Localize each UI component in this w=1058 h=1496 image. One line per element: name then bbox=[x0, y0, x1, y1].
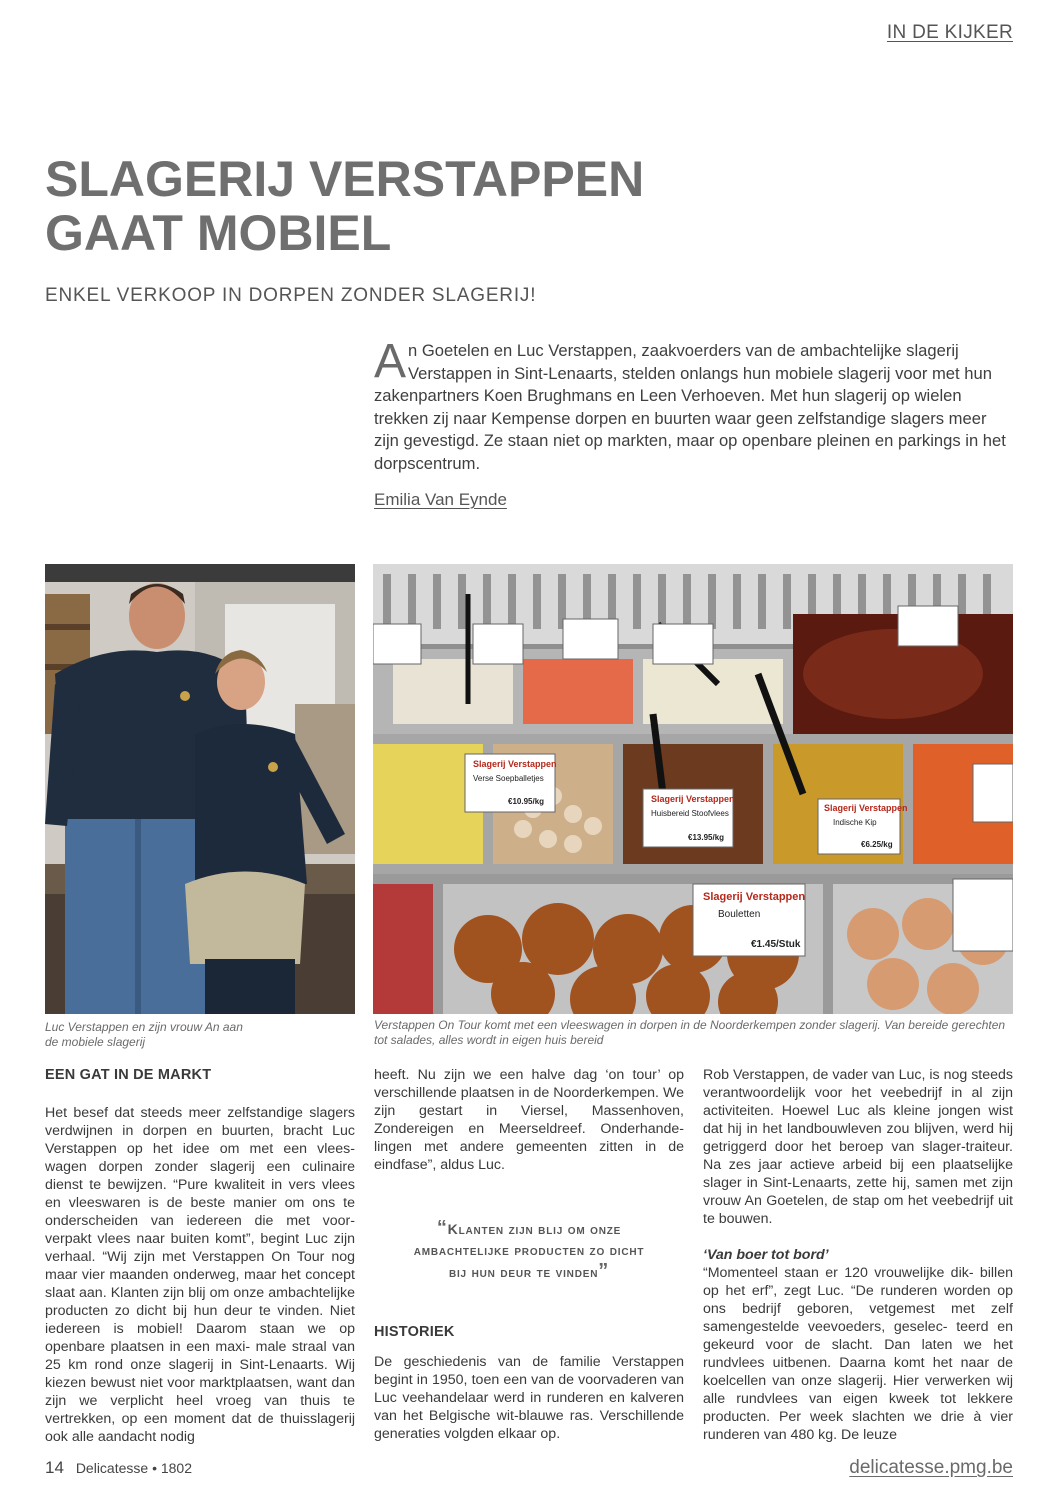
tag-boul-name: Bouletten bbox=[718, 909, 761, 920]
tag-stoof-price: €13.95/kg bbox=[688, 833, 725, 842]
section-tag: IN DE KIJKER bbox=[886, 22, 1013, 43]
intro-text: n Goetelen en Luc Verstappen, zaakvoerders van de ambachtelijke slagerij Verstappen in Sint-Lenaarts, stelden onlangs hun mobiele slagerij voor met hun zakenpartners Koen Brughmans en Leen Verhoeven. Met hun slagerij op wielen trekken zij naar Kempense dorpen en buurten waar geen zelfstandige slagers meer zijn gevestigd. Ze staan niet op markten, maar op openbare pleinen en parkings in het dorpscentrum. bbox=[374, 341, 1006, 473]
couple-photo bbox=[45, 564, 355, 1014]
tag-stoof-name: Huisbereid Stoofvlees bbox=[651, 809, 729, 818]
article-intro bbox=[374, 335, 1013, 476]
tag-boul-price: €1.45/Stuk bbox=[751, 939, 801, 950]
close-quote-mark: ” bbox=[598, 1260, 610, 1282]
tag-kip-name: Indische Kip bbox=[833, 818, 877, 827]
title-line-1: SLAGERIJ VERSTAPPEN bbox=[45, 151, 645, 207]
website-link[interactable]: delicatesse.pmg.be bbox=[849, 1457, 1013, 1478]
column-2 bbox=[374, 1066, 684, 1443]
column-3 bbox=[703, 1066, 1013, 1444]
section-heading-historiek: HISTORIEK bbox=[374, 1324, 455, 1340]
author-link[interactable]: Emilia Van Eynde bbox=[374, 490, 507, 509]
pull-quote-text: Klanten zijn blij om onze ambachtelijke producten zo dicht bij hun deur te vinden bbox=[413, 1221, 645, 1280]
right-photo-caption: Verstappen On Tour komt met een vleeswagen in dorpen in de Noorderkempen zonder slagerij. Van bereide gerechten tot salades, alles wordt in eigen huis bereid bbox=[374, 1018, 1006, 1047]
pull-quote bbox=[404, 1218, 654, 1283]
page-footer bbox=[45, 1458, 192, 1478]
title-line-2: GAAT MOBIEL bbox=[45, 205, 392, 261]
col3-body-2: “Momenteel staan er 120 vrouwelijke dik- billen op het erf”, zegt Luc. “De runderen worden op ons bedrijf geboren, vetgemest met zelf samengestelde veevoeders, geselec- teerd en gekeurd voor de slacht. Dan laten we het rundvlees uitbenen. Daarna komt het naar de koelcellen van onze slagerij. Hier verwerken wij alle rundvlees van eigen kweek tot lekkere producten. Per week slachten we drie à vier runderen van 480 kg. De leuze bbox=[703, 1265, 1013, 1443]
column-1 bbox=[45, 1066, 355, 1446]
col1-body: Het besef dat steeds meer zelfstandige slagers verdwijnen in dorpen en buurten, bracht Luc Verstappen op het idee om met een vlees- wagen dorpen zonder slagerij een culinaire dienst te bewijzen. “Pure kwaliteit in vers vlees en vleeswaren is de beste manier om ons te onderscheiden van iedereen die met voor- verpakt vlees naar buiten komt”, begint Luc zijn verhaal. “Wij zijn met Verstappen On Tour nog maar vier maanden onderweg, maar het concept slaat aan. Klanten zijn blij om onze ambachtelijke producten zo dicht bij hun deur te vinden. Niet iedereen is mobiel! Daarom staan we op openbare plaatsen in een maxi- male straal van 25 km rond onze slagerij in Sint-Lenaarts. Wij kiezen bewust niet voor marktplaatsen, want dan zijn we verplicht heel vroeg van thuis te vertrekken, op een moment dat de thuisslagerij ook alle aandacht nodig bbox=[45, 1105, 355, 1445]
tag-brand-soep: Slagerij Verstappen bbox=[473, 759, 557, 769]
tag-brand-kip: Slagerij Verstappen bbox=[824, 803, 908, 813]
col2-body-2: De geschiedenis van de familie Verstappen begint in 1950, toen een van de voorvaderen van Luc veehandelaar werd in runderen en kalveren van het Belgische wit-blauwe ras. Verschillende generaties volgden elkaar op. bbox=[374, 1354, 684, 1442]
meat-counter-photo bbox=[373, 564, 1013, 1014]
article-subtitle: ENKEL VERKOOP IN DORPEN ZONDER SLAGERIJ! bbox=[45, 285, 537, 306]
tag-brand-boul: Slagerij Verstappen bbox=[703, 891, 806, 903]
col2-body: heeft. Nu zijn we een halve dag ‘on tour’ op verschillende plaatsen in de Noorderkempen. We zijn gestart in Viersel, Massenhoven, Zondereigen en Meerseldreef. Onderhande- lingen met andere gemeenten zitten in de eindfase”, aldus Luc. bbox=[374, 1067, 684, 1173]
section-heading-gat: EEN GAT IN DE MARKT bbox=[45, 1067, 212, 1083]
article-title bbox=[45, 152, 665, 260]
tag-soep-price: €10.95/kg bbox=[508, 797, 545, 806]
subheading-van-boer-tot-bord: ‘Van boer tot bord’ bbox=[703, 1247, 829, 1263]
open-quote-mark: “ bbox=[436, 1217, 448, 1239]
magazine-issue: Delicatesse • 1802 bbox=[75, 1460, 193, 1476]
tag-soep-name: Verse Soepballetjes bbox=[473, 774, 544, 783]
tag-brand-stoof: Slagerij Verstappen bbox=[651, 794, 735, 804]
page-number: 14 bbox=[45, 1458, 64, 1477]
drop-cap: A bbox=[374, 335, 407, 388]
left-photo-caption: Luc Verstappen en zijn vrouw An aan de mobiele slagerij bbox=[45, 1020, 243, 1049]
col3-body: Rob Verstappen, de vader van Luc, is nog steeds verantwoordelijk voor het veebedrijf in al zijn activiteiten. Hoewel Luc als kleine jongen wist dat hij in het landbouwleven zou blijven, werd hij getriggerd door het beroep van slager-traiteur. Na zes jaar actieve arbeid bij een plaatselijke slager in Sint-Lenaarts, zette hij, samen met zijn vrouw An Goetelen, de stap om het veebedrijf uit te bouwen. bbox=[703, 1067, 1013, 1227]
tag-kip-price: €6.25/kg bbox=[861, 840, 893, 849]
